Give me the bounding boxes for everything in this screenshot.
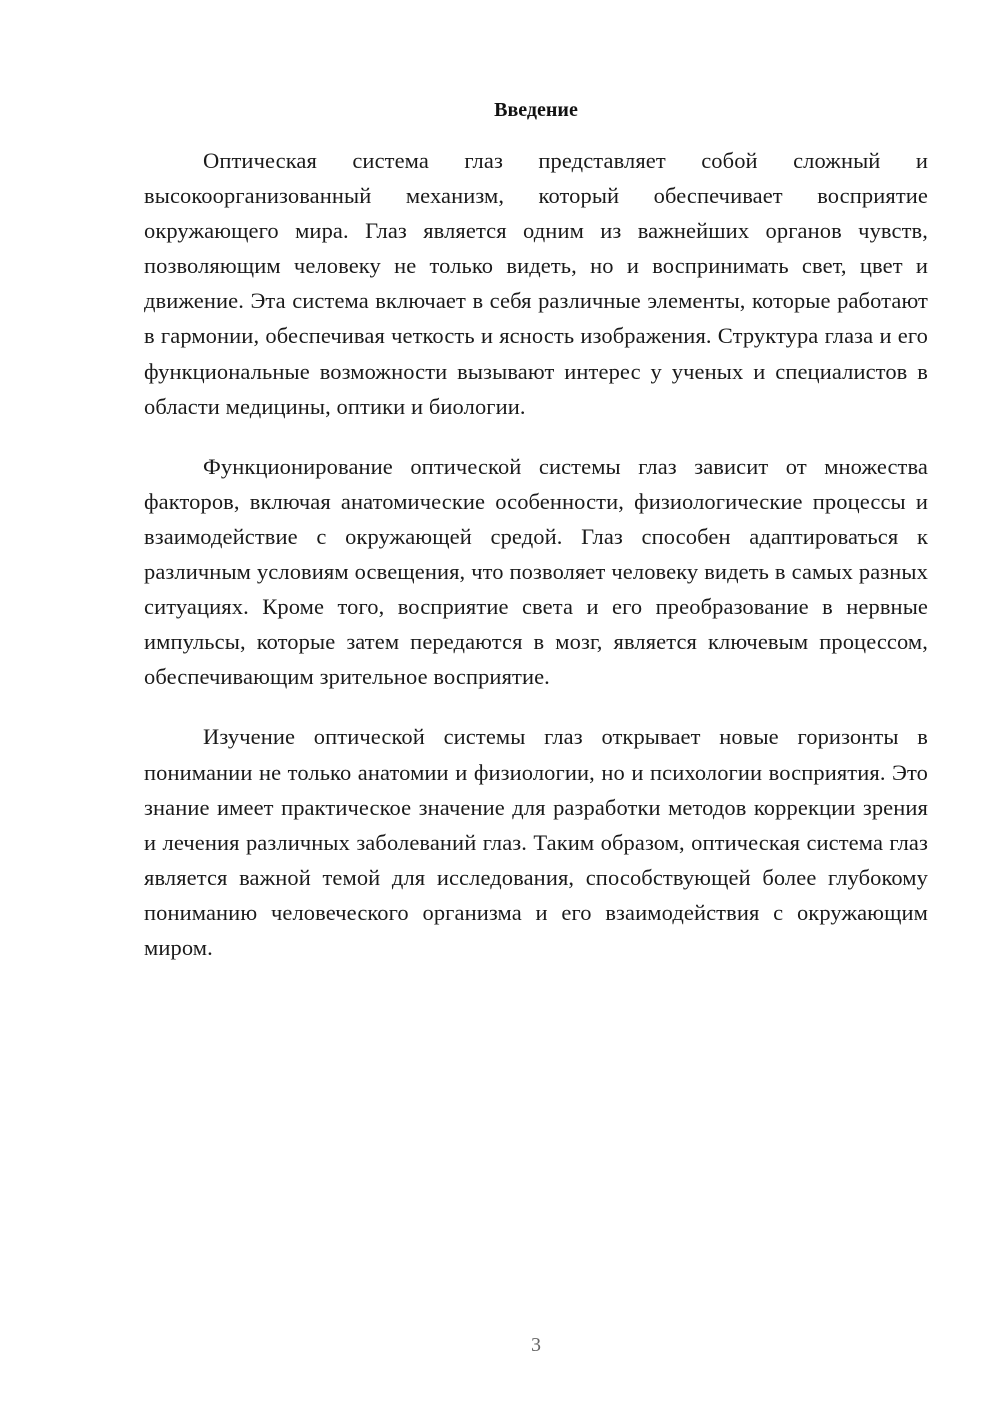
page-number: 3 — [531, 1334, 541, 1356]
paragraph-1: Оптическая система глаз представляет собой сложный и высокоорганизованный механизм, который обеспечивает восприятие окружающего мира. Глаз является одним из важнейших органов чувств, позволяющим человеку не только видеть, но и воспринимать свет, цвет и движение. Эта система включает в себя различные элементы, которые работают в гармонии, обеспечивая четкость и ясность изображения. Структура глаза и его функциональные возможности вызывают интерес у ученых и специалистов в области медицины, оптики и биологии. — [144, 148, 928, 419]
paragraph-3: Изучение оптической системы глаз открывает новые горизонты в понимании не только анатомии и физиологии, но и психологии восприятия. Это знание имеет практическое значение для разработки методов коррекции зрения и лечения различных заболеваний глаз. Таким образом, оптическая система глаз является важной темой для исследования, способствующей более глубокому пониманию человеческого организма и его взаимодействия с окружающим миром. — [144, 724, 928, 960]
paragraph-2: Функционирование оптической системы глаз зависит от множества факторов, включая анатомические особенности, физиологические процессы и взаимодействие с окружающей средой. Глаз способен адаптироваться к различным условиям освещения, что позволяет человеку видеть в самых разных ситуациях. Кроме того, восприятие света и его преобразование в нервные импульсы, которые затем передаются в мозг, является ключевым процессом, обеспечивающим зрительное восприятие. — [144, 453, 928, 690]
section-heading: Введение — [494, 99, 578, 121]
body-text — [144, 143, 928, 990]
